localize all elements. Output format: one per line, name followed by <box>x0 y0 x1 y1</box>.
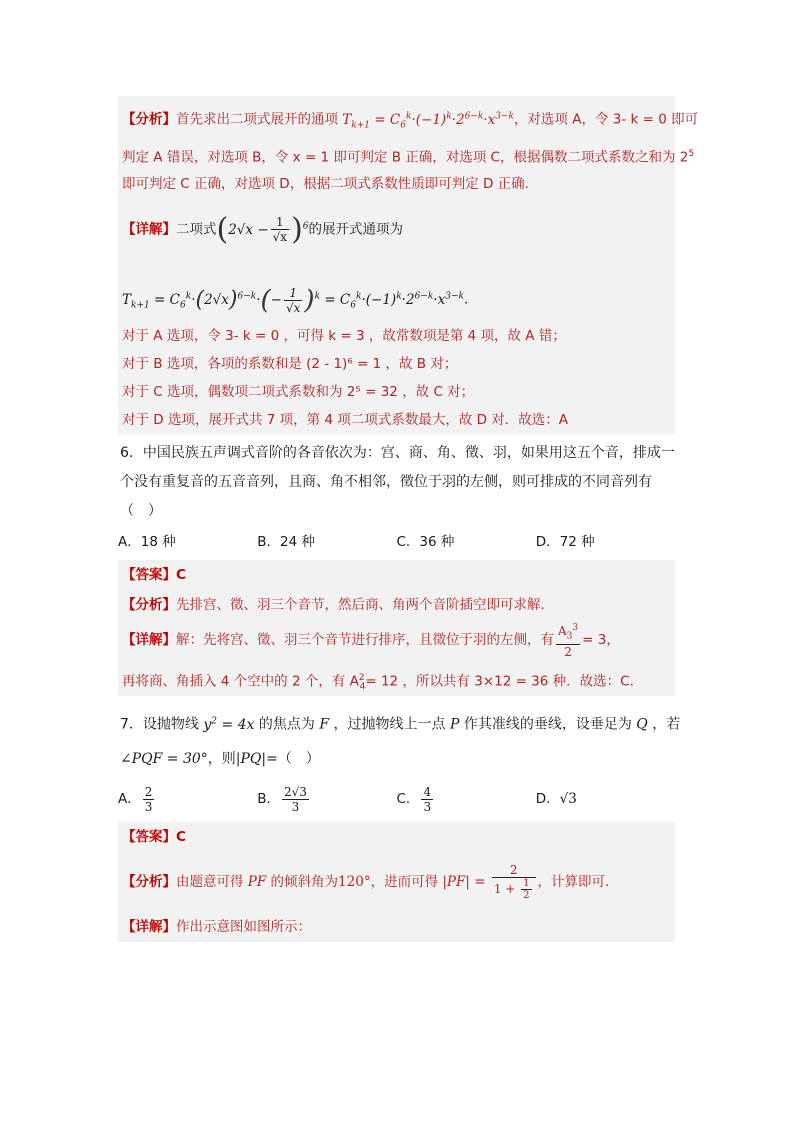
q7-option-a: A． $\frac{2}{3}$ <box>118 784 153 814</box>
option-a-analysis: 对于 A 选项，令 3- k = 0 ，可得 k = 3 ，故常数项是第 4 项，故 A 错； <box>122 328 566 344</box>
q7-option-d: D．√3 <box>535 791 577 807</box>
fraction-a33-over-2: $\frac{A_3^3}{2}$ <box>558 623 579 659</box>
q7-option-b: B． $\frac{2√3}{3}$ <box>257 784 307 814</box>
analysis-line-3: 即可判定 C 正确，对选项 D，根据二项式系数性质即可判定 D 正确. <box>122 176 529 192</box>
analysis-tag: 【分析】 <box>122 111 176 128</box>
question-7: 7．设抛物线 $y^2 = 4x$ 的焦点为 F ，过抛物线上一点 P 作其准线的垂线，设垂足为 Q ，若 ∠PQF = 30°，则|PQ|=（ ） A． $\frac{2}{3}$ B． $\frac{2√3}{3}$ C． $\frac{4}{3}$ D．√3 <box>118 702 675 820</box>
detail-line-1: 【详解】二项式(2√x − $\frac{1}{√x}$ )$^6$的展开式通项为 <box>122 211 404 247</box>
analysis-line-1: 【分析】首先求出二项式展开的通项 $T_{k+1} = C_6^k\cdot(-1)^k\cdot 2^{6-k}\cdot x^{3-k}$，对选项 A，令 3- k = 0 即可 <box>122 111 699 131</box>
binomial-expression: (2√x − $\frac{1}{√x}$ )$^6$ <box>216 211 309 247</box>
pf-fraction: 2 1 + $\frac{1}{2}$ <box>492 863 536 901</box>
page-content <box>118 96 699 942</box>
general-term-line: $T_{k+1} = C_6^k\cdot(2√x)^{6-k}\cdot(-$ $\frac{1}{√x}$ )$^k = C_6^k\cdot(-1)^k\cdot 2^{6-k}\cdot x^{3-k}$. <box>122 285 469 315</box>
q6-solution-block: 【答案】C 【分析】先排宫、徵、羽三个音节，然后商、角两个音阶插空即可求解. 【详解】解：先将宫、徵、羽三个音节进行排序，且徵位于羽的左侧，有 $\frac{A_3^3}{2}$ = 3， 再将商、角插入 4 个空中的 2 个，有 $A^2_4= 12$ ，所以共有 3×12 = 36 种．故选：C． <box>118 560 675 696</box>
q6-option-d: D．72 种 <box>535 534 595 550</box>
general-term-expansion: $T_{k+1} = C_6^k\cdot(2√x)^{6-k}\cdot(-$ $\frac{1}{√x}$ )$^k = C_6^k\cdot(-1)^k\cdot 2^{6-k}\cdot x^{3-k}$ <box>122 285 464 315</box>
q6-option-b: B．24 种 <box>257 534 315 550</box>
q7-option-c: C． $\frac{4}{3}$ <box>396 784 432 814</box>
option-b-analysis: 对于 B 选项，各项的系数和是 (2 - 1)⁶ = 1 ，故 B 对； <box>122 356 458 372</box>
q7-solution-block: 【答案】C 【分析】由题意可得 PF 的倾斜角为120°，进而可得 |PF| = 2 1 + $\frac{1}{2}$ ，计算即可. 【详解】作出示意图如图所示： <box>118 822 675 942</box>
question-6: 6．中国民族五声调式音阶的各音依次为：宫、商、角、徵、羽，如果用这五个音，排成一 个没有重复音的五音音列，且商、角不相邻，徵位于羽的左侧，则可排成的不同音列有 （ ） A．18 种 B．24 种 C．36 种 D．72 种 <box>118 438 675 558</box>
q7-options <box>118 778 675 820</box>
option-c-analysis: 对于 C 选项，偶数项二项式系数和为 2⁵ = 32 ，故 C 对； <box>122 384 475 400</box>
analysis-line-2: 判定 A 错误，对选项 B，令 x = 1 即可判定 B 正确，对选项 C，根据偶数二项式系数之和为 $2^5$ <box>122 149 695 166</box>
option-d-analysis: 对于 D 选项，展开式共 7 项，第 4 项二项式系数最大，故 D 对．故选：A <box>122 412 569 428</box>
q5-solution-block <box>118 96 699 434</box>
q6-option-c: C．36 种 <box>396 534 455 550</box>
q6-options <box>118 526 675 558</box>
q7-answer: C <box>176 829 186 845</box>
q6-answer: C <box>176 567 186 583</box>
general-term-formula: $T_{k+1} = C_6^k\cdot(-1)^k\cdot 2^{6-k}\cdot x^{3-k}$ <box>338 111 514 131</box>
detail-tag: 【详解】 <box>122 221 176 238</box>
q6-option-a: A．18 种 <box>118 534 176 550</box>
